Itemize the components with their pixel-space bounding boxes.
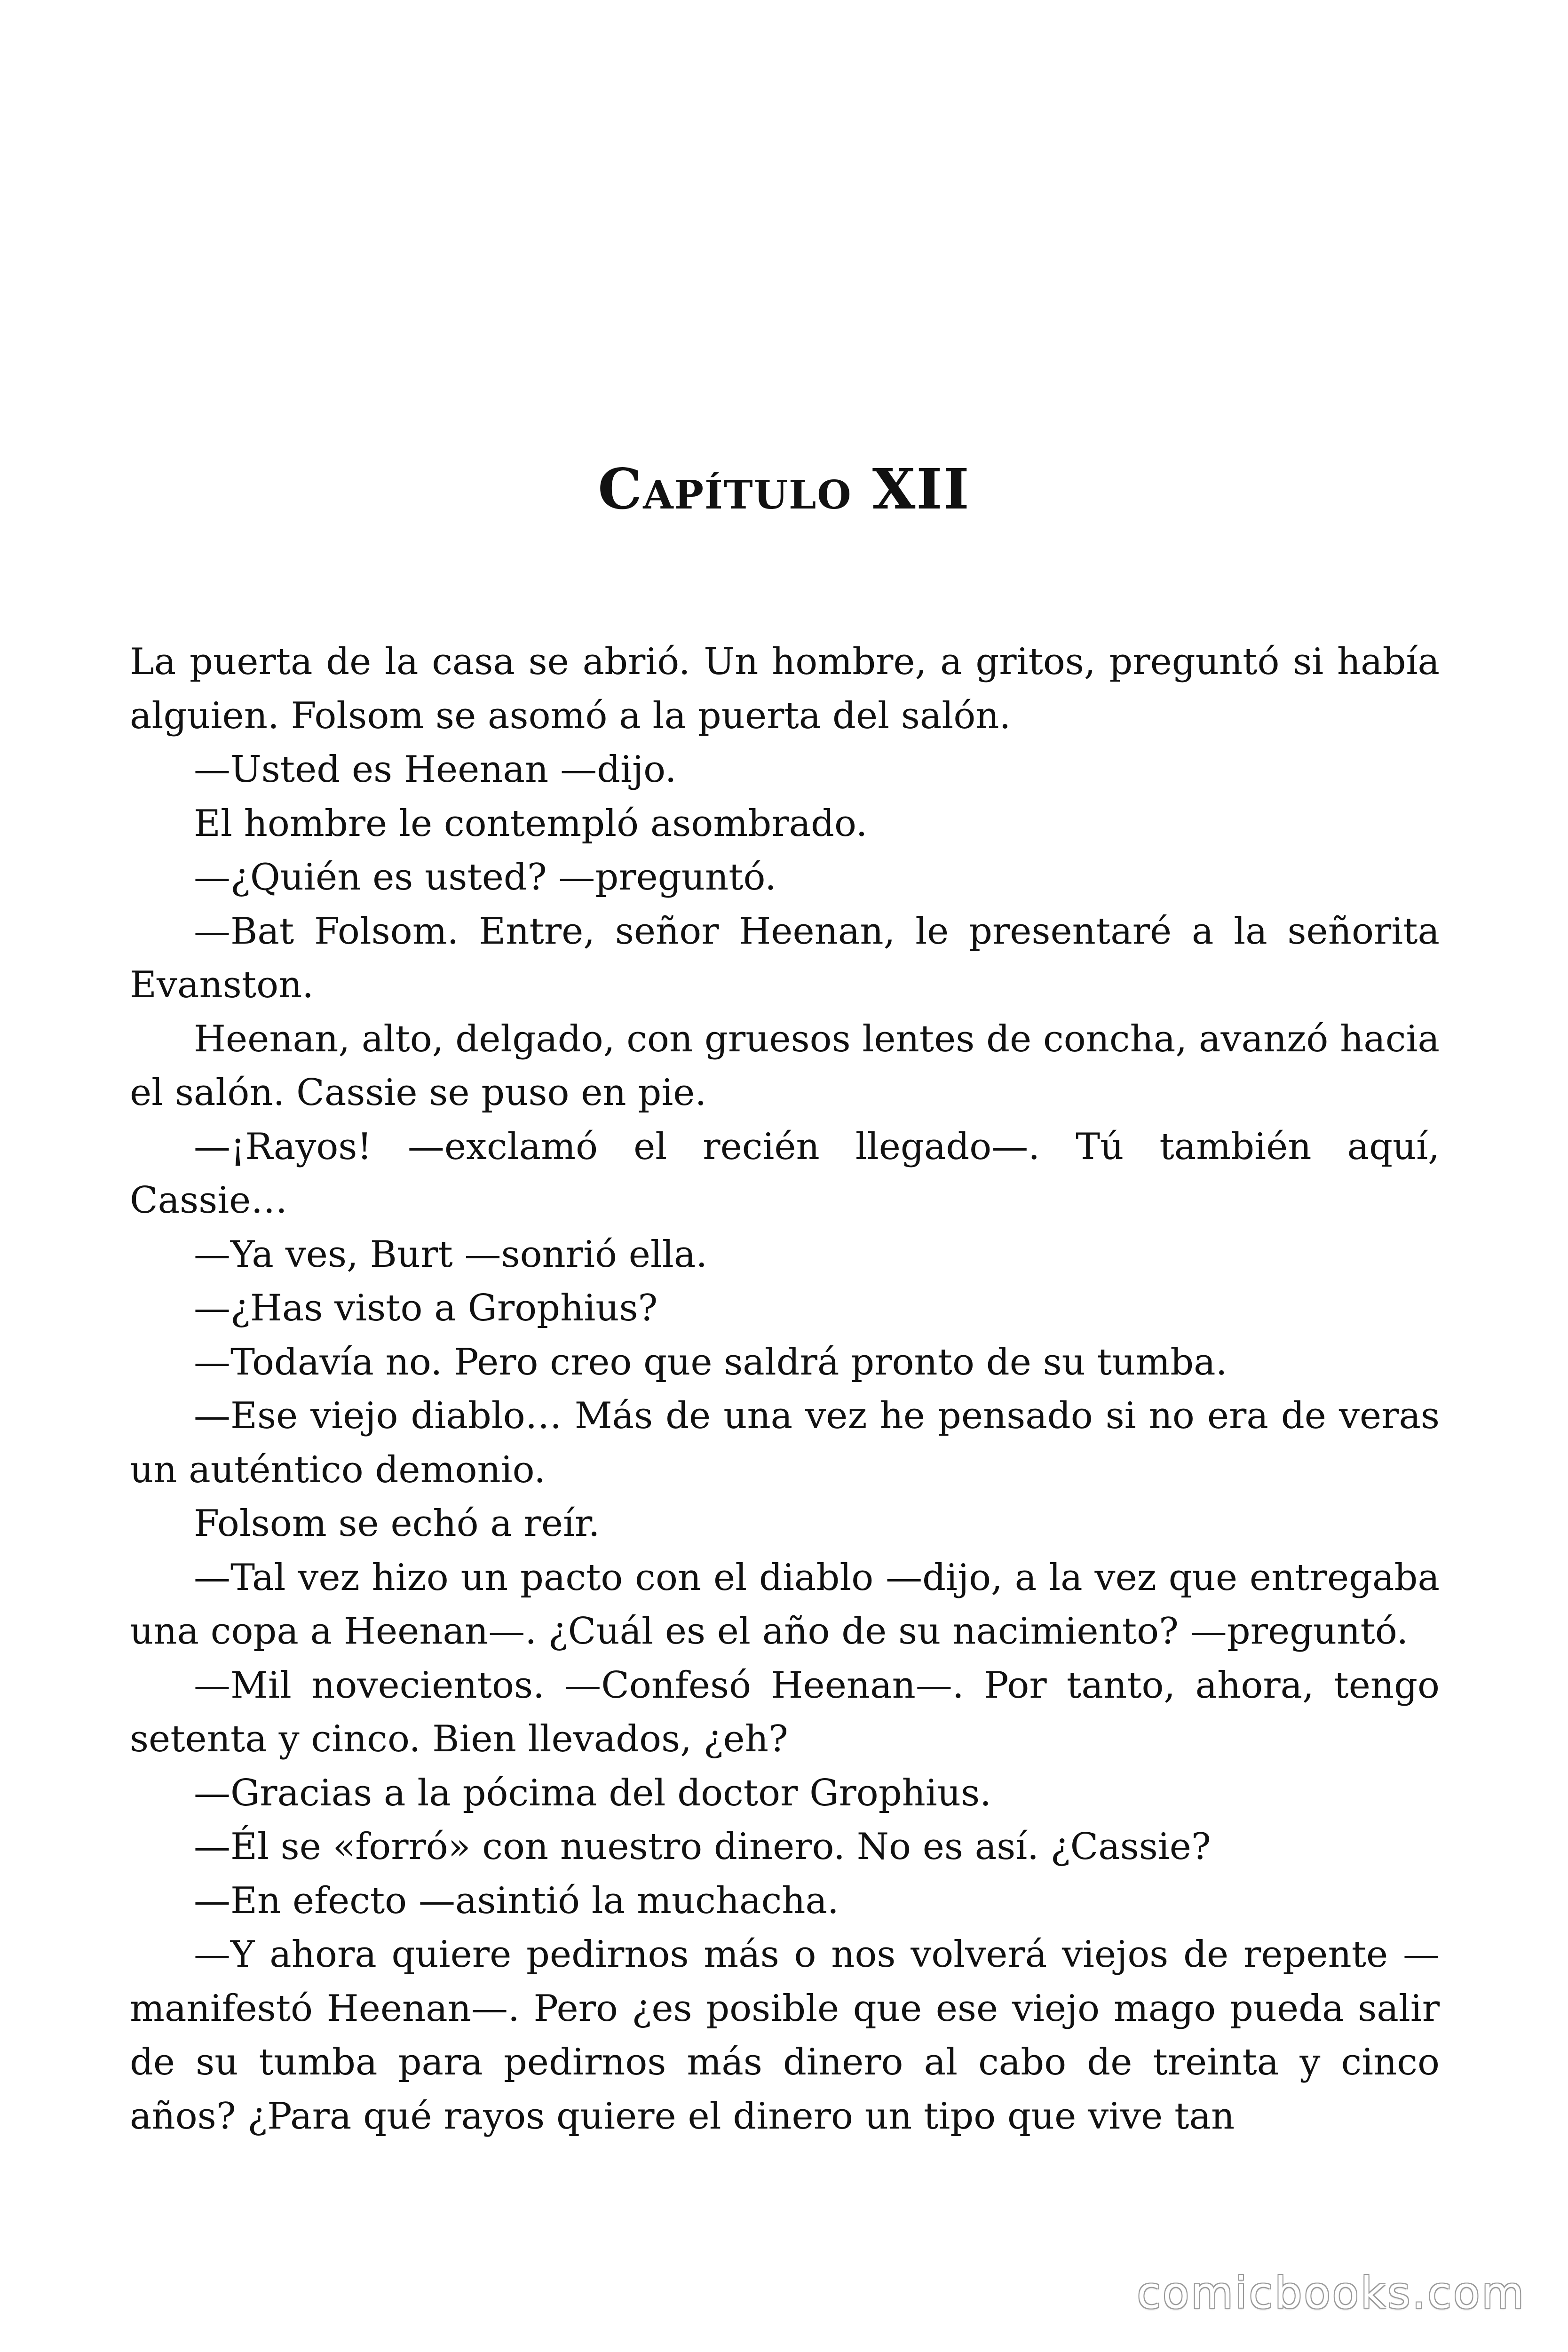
paragraph: —¡Rayos! —exclamó el recién llegado—. Tú también aquí, Cassie… — [130, 1125, 1440, 1222]
paragraph: —Todavía no. Pero creo que saldrá pronto de su tumba. — [194, 1341, 1227, 1383]
paragraph: Heenan, alto, delgado, con gruesos lentes de concha, avanzó hacia el salón. Cassie se puso en pie. — [130, 1017, 1440, 1114]
watermark: comicbooks.com — [1137, 2268, 1526, 2318]
paragraph: —Tal vez hizo un pacto con el diablo —dijo, a la vez que entregaba una copa a Heenan—. ¿Cuál es el año de su nacimiento? —preguntó. — [130, 1556, 1440, 1653]
paragraph: —En efecto —asintió la muchacha. — [194, 1879, 839, 1922]
paragraph: —¿Quién es usted? —preguntó. — [194, 856, 776, 898]
paragraph: —Gracias a la pócima del doctor Grophius. — [194, 1772, 991, 1814]
paragraph: —Usted es Heenan —dijo. — [194, 748, 677, 791]
paragraph: —Ese viejo diablo… Más de una vez he pensado si no era de veras un auténtico demonio. — [130, 1395, 1440, 1491]
paragraph: —Bat Folsom. Entre, señor Heenan, le presentaré a la señorita Evanston. — [130, 910, 1440, 1006]
paragraph: —¿Has visto a Grophius? — [194, 1287, 658, 1329]
paragraph: —Y ahora quiere pedirnos más o nos volverá viejos de repente —manifestó Heenan—. Pero ¿es posible que ese viejo mago pueda salir de su tumba para pedirnos más dinero al cabo de treinta y cinco años? ¿Para qué rayos quiere el dinero un tipo que vive tan — [130, 1933, 1440, 2137]
paragraph: La puerta de la casa se abrió. Un hombre, a gritos, preguntó si había alguien. Folsom se asomó a la puerta del salón. — [130, 641, 1440, 737]
paragraph: —Ya ves, Burt —sonrió ella. — [194, 1233, 708, 1276]
paragraph: El hombre le contempló asombrado. — [194, 802, 868, 845]
chapter-body — [130, 635, 1440, 2143]
paragraph: Folsom se echó a reír. — [194, 1502, 600, 1545]
paragraph: —Él se «forró» con nuestro dinero. No es así. ¿Cassie? — [194, 1826, 1211, 1868]
paragraph: —Mil novecientos. —Confesó Heenan—. Por tanto, ahora, tengo setenta y cinco. Bien llevados, ¿eh? — [130, 1664, 1440, 1760]
chapter-title: Capítulo XII — [598, 456, 970, 522]
